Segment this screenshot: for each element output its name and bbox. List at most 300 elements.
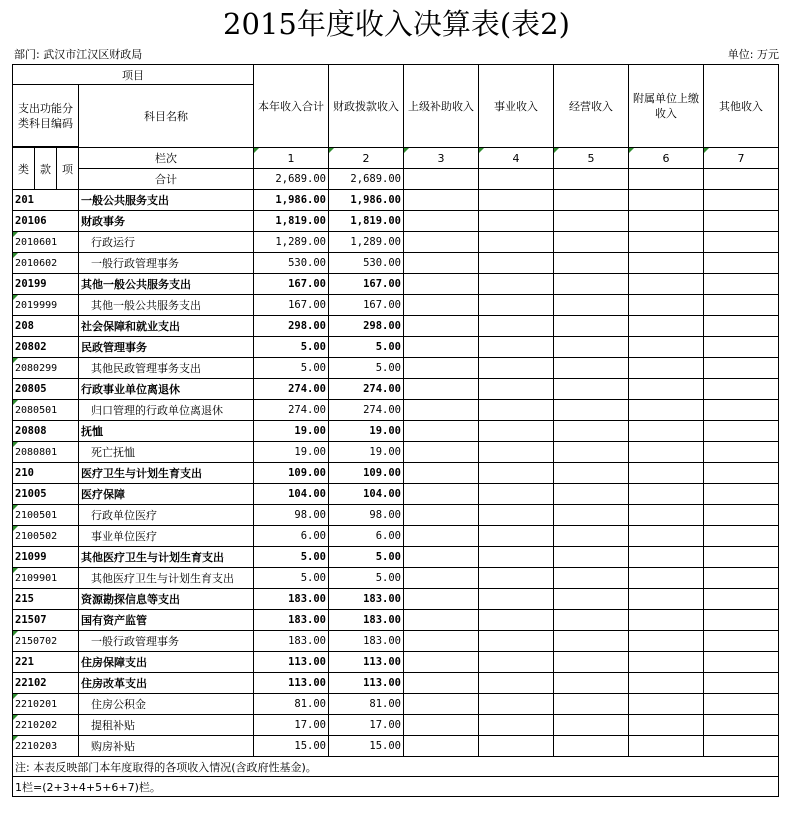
row-code: 2210201 [13,694,79,715]
row-col-6 [629,610,704,631]
row-col-4 [479,400,554,421]
table-row [13,379,779,400]
row-col-5 [554,526,629,547]
row-col-4 [479,568,554,589]
row-col-7 [704,358,779,379]
row-col-4 [479,274,554,295]
row-col-6 [629,400,704,421]
row-col-3 [404,358,479,379]
row-col-4 [479,253,554,274]
row-code: 201 [13,190,79,211]
row-code: 210 [13,463,79,484]
row-code: 20199 [13,274,79,295]
row-code: 2019999 [13,295,79,316]
table-row [13,274,779,295]
row-col-4 [479,316,554,337]
header-kuan: 款 [35,148,57,190]
row-col-2: 5.00 [329,358,404,379]
row-col-5 [554,232,629,253]
row-code: 2010602 [13,253,79,274]
row-col-5 [554,715,629,736]
row-col-2: 113.00 [329,673,404,694]
row-code: 21005 [13,484,79,505]
table-row [13,337,779,358]
row-col-7 [704,673,779,694]
row-col-4 [479,379,554,400]
row-col-3 [404,715,479,736]
row-col-1: 1,986.00 [254,190,329,211]
row-col-7 [704,484,779,505]
row-col-4 [479,715,554,736]
row-name: 提租补贴 [79,715,254,736]
row-col-1: 274.00 [254,400,329,421]
row-col-1: 298.00 [254,316,329,337]
row-name: 医疗保障 [79,484,254,505]
row-name: 购房补贴 [79,736,254,757]
row-col-3 [404,274,479,295]
row-col-6 [629,442,704,463]
row-col-4 [479,610,554,631]
row-col-3 [404,673,479,694]
row-col-5 [554,442,629,463]
row-col-5 [554,253,629,274]
row-name: 住房公积金 [79,694,254,715]
row-col-7 [704,589,779,610]
total-col-2: 2,689.00 [329,169,404,190]
row-code: 215 [13,589,79,610]
row-col-2: 530.00 [329,253,404,274]
row-col-7 [704,568,779,589]
row-name: 行政事业单位离退休 [79,379,254,400]
row-col-4 [479,442,554,463]
table-row [13,505,779,526]
row-col-3 [404,400,479,421]
header-func-code: 支出功能分类科目编码 [13,85,79,147]
row-col-7 [704,274,779,295]
row-col-2: 6.00 [329,526,404,547]
total-col-5 [554,169,629,190]
row-col-7 [704,337,779,358]
row-col-2: 5.00 [329,337,404,358]
total-label: 合计 [79,169,254,190]
row-col-3 [404,568,479,589]
table-row [13,652,779,673]
row-col-2: 298.00 [329,316,404,337]
total-col-3 [404,169,479,190]
row-col-7 [704,421,779,442]
row-col-7 [704,736,779,757]
row-col-2: 1,986.00 [329,190,404,211]
row-col-5 [554,631,629,652]
row-code: 2080299 [13,358,79,379]
row-col-7 [704,610,779,631]
row-col-1: 19.00 [254,442,329,463]
row-col-5 [554,463,629,484]
row-col-3 [404,505,479,526]
header-col-7: 其他收入 [704,65,779,148]
header-col-1: 本年收入合计 [254,65,329,148]
row-col-6 [629,358,704,379]
row-col-4 [479,295,554,316]
row-name: 社会保障和就业支出 [79,316,254,337]
header-col-5: 经营收入 [554,65,629,148]
row-col-3 [404,526,479,547]
row-col-6 [629,652,704,673]
row-col-7 [704,400,779,421]
column-number-2: 2 [329,148,404,169]
header-lanci: 栏次 [79,148,254,169]
unit-label: 单位: 万元 [727,48,779,61]
row-col-6 [629,253,704,274]
row-col-7 [704,211,779,232]
row-col-3 [404,463,479,484]
row-col-5 [554,568,629,589]
row-col-6 [629,421,704,442]
row-code: 2010601 [13,232,79,253]
row-code: 22102 [13,673,79,694]
row-col-3 [404,484,479,505]
row-col-7 [704,505,779,526]
row-col-5 [554,589,629,610]
row-col-3 [404,253,479,274]
row-col-4 [479,463,554,484]
row-name: 其他一般公共服务支出 [79,274,254,295]
row-col-5 [554,358,629,379]
row-col-3 [404,295,479,316]
header-col-3: 上级补助收入 [404,65,479,148]
row-col-1: 1,819.00 [254,211,329,232]
row-col-2: 5.00 [329,547,404,568]
table-row [13,442,779,463]
table-row [13,568,779,589]
row-name: 归口管理的行政单位离退休 [79,400,254,421]
header-col-2: 财政拨款收入 [329,65,404,148]
row-col-6 [629,631,704,652]
header-subject-name: 科目名称 [79,85,254,148]
row-col-2: 19.00 [329,442,404,463]
row-col-2: 5.00 [329,568,404,589]
header-xiang: 项 [57,148,79,190]
row-col-3 [404,316,479,337]
row-code: 2150702 [13,631,79,652]
row-col-4 [479,673,554,694]
table-row [13,295,779,316]
row-col-6 [629,316,704,337]
row-col-5 [554,505,629,526]
row-col-1: 1,289.00 [254,232,329,253]
row-col-6 [629,547,704,568]
row-col-5 [554,190,629,211]
row-col-3 [404,610,479,631]
table-row [13,610,779,631]
table-row [13,232,779,253]
row-name: 其他一般公共服务支出 [79,295,254,316]
row-name: 死亡抚恤 [79,442,254,463]
row-col-6 [629,673,704,694]
row-col-1: 167.00 [254,295,329,316]
row-name: 医疗卫生与计划生育支出 [79,463,254,484]
table-row [13,400,779,421]
row-col-7 [704,652,779,673]
row-col-1: 530.00 [254,253,329,274]
row-col-3 [404,379,479,400]
table-row [13,421,779,442]
row-code: 208 [13,316,79,337]
total-col-1: 2,689.00 [254,169,329,190]
row-col-5 [554,547,629,568]
column-number-5: 5 [554,148,629,169]
row-col-5 [554,337,629,358]
row-col-4 [479,211,554,232]
row-col-6 [629,694,704,715]
table-row [13,547,779,568]
row-name: 国有资产监管 [79,610,254,631]
row-name: 民政管理事务 [79,337,254,358]
row-col-2: 15.00 [329,736,404,757]
row-col-5 [554,316,629,337]
row-col-2: 1,289.00 [329,232,404,253]
row-col-4 [479,505,554,526]
table-row [13,253,779,274]
row-code: 2210203 [13,736,79,757]
row-col-1: 17.00 [254,715,329,736]
row-col-6 [629,526,704,547]
column-number-1: 1 [254,148,329,169]
row-code: 2210202 [13,715,79,736]
row-col-7 [704,316,779,337]
row-col-6 [629,463,704,484]
row-col-4 [479,358,554,379]
row-col-7 [704,442,779,463]
table-row [13,463,779,484]
row-col-6 [629,211,704,232]
row-col-5 [554,484,629,505]
row-col-1: 104.00 [254,484,329,505]
header-item: 项目 [13,65,254,85]
row-name: 行政单位医疗 [79,505,254,526]
row-col-5 [554,610,629,631]
row-code: 20805 [13,379,79,400]
row-code: 2109901 [13,568,79,589]
column-number-6: 6 [629,148,704,169]
row-name: 住房改革支出 [79,673,254,694]
row-col-5 [554,736,629,757]
row-col-3 [404,190,479,211]
row-col-2: 109.00 [329,463,404,484]
row-col-5 [554,295,629,316]
row-col-1: 109.00 [254,463,329,484]
row-code: 2100502 [13,526,79,547]
row-col-5 [554,421,629,442]
row-col-2: 17.00 [329,715,404,736]
row-col-4 [479,652,554,673]
row-col-7 [704,631,779,652]
row-col-1: 5.00 [254,358,329,379]
row-col-7 [704,547,779,568]
row-col-4 [479,736,554,757]
row-col-1: 183.00 [254,610,329,631]
row-col-5 [554,694,629,715]
row-col-2: 81.00 [329,694,404,715]
row-col-4 [479,190,554,211]
row-col-6 [629,484,704,505]
row-col-1: 5.00 [254,337,329,358]
row-name: 一般行政管理事务 [79,631,254,652]
table-row [13,694,779,715]
row-col-3 [404,589,479,610]
row-col-6 [629,715,704,736]
page-title: 2015年度收入决算表(表2) [223,7,570,41]
row-name: 住房保障支出 [79,652,254,673]
row-col-5 [554,379,629,400]
row-col-3 [404,694,479,715]
row-col-7 [704,295,779,316]
row-col-2: 104.00 [329,484,404,505]
row-code: 2100501 [13,505,79,526]
row-col-6 [629,274,704,295]
row-code: 2080801 [13,442,79,463]
row-code: 221 [13,652,79,673]
row-col-3 [404,211,479,232]
total-col-6 [629,169,704,190]
row-col-6 [629,589,704,610]
row-name: 一般行政管理事务 [79,253,254,274]
row-col-3 [404,736,479,757]
row-col-3 [404,547,479,568]
row-col-6 [629,736,704,757]
row-col-5 [554,211,629,232]
row-col-4 [479,484,554,505]
row-col-2: 183.00 [329,631,404,652]
row-name: 行政运行 [79,232,254,253]
row-col-6 [629,295,704,316]
row-name: 抚恤 [79,421,254,442]
row-code: 2080501 [13,400,79,421]
row-col-4 [479,526,554,547]
table-row [13,358,779,379]
row-col-1: 113.00 [254,652,329,673]
row-col-6 [629,232,704,253]
row-col-2: 274.00 [329,379,404,400]
table-row [13,211,779,232]
row-col-5 [554,652,629,673]
row-col-2: 19.00 [329,421,404,442]
row-col-1: 5.00 [254,547,329,568]
row-col-1: 274.00 [254,379,329,400]
row-col-7 [704,253,779,274]
row-col-5 [554,673,629,694]
row-col-6 [629,337,704,358]
row-col-6 [629,379,704,400]
row-col-7 [704,190,779,211]
header-col-6: 附属单位上缴收入 [629,65,704,148]
row-col-6 [629,505,704,526]
table-note: 注: 本表反映部门本年度取得的各项收入情况(含政府性基金)。 [13,757,779,777]
table-row [13,316,779,337]
row-name: 事业单位医疗 [79,526,254,547]
row-name: 其他医疗卫生与计划生育支出 [79,547,254,568]
row-col-1: 15.00 [254,736,329,757]
row-col-4 [479,421,554,442]
row-col-2: 167.00 [329,274,404,295]
row-name: 财政事务 [79,211,254,232]
table-row [13,736,779,757]
row-col-7 [704,463,779,484]
row-col-5 [554,274,629,295]
row-col-3 [404,442,479,463]
header-col-4: 事业收入 [479,65,554,148]
table-row [13,715,779,736]
total-col-4 [479,169,554,190]
row-col-2: 183.00 [329,610,404,631]
row-col-7 [704,379,779,400]
row-col-1: 183.00 [254,589,329,610]
row-col-4 [479,547,554,568]
row-col-1: 6.00 [254,526,329,547]
row-code: 21507 [13,610,79,631]
row-col-2: 183.00 [329,589,404,610]
row-name: 资源勘探信息等支出 [79,589,254,610]
row-code: 20808 [13,421,79,442]
column-number-7: 7 [704,148,779,169]
row-col-4 [479,589,554,610]
row-col-7 [704,232,779,253]
row-col-2: 1,819.00 [329,211,404,232]
row-col-4 [479,631,554,652]
table-row [13,190,779,211]
row-col-4 [479,694,554,715]
row-name: 其他医疗卫生与计划生育支出 [79,568,254,589]
row-code: 20106 [13,211,79,232]
row-col-6 [629,190,704,211]
row-col-5 [554,400,629,421]
row-col-2: 113.00 [329,652,404,673]
row-col-1: 98.00 [254,505,329,526]
row-col-6 [629,568,704,589]
row-col-7 [704,694,779,715]
total-col-7 [704,169,779,190]
row-col-3 [404,232,479,253]
table-row [13,631,779,652]
row-col-3 [404,631,479,652]
row-code: 20802 [13,337,79,358]
column-number-3: 3 [404,148,479,169]
row-name: 一般公共服务支出 [79,190,254,211]
table-row [13,589,779,610]
column-number-4: 4 [479,148,554,169]
table-note: 1栏=(2+3+4+5+6+7)栏。 [13,777,779,797]
table-row [13,673,779,694]
row-col-2: 274.00 [329,400,404,421]
table-row [13,526,779,547]
row-col-2: 98.00 [329,505,404,526]
row-col-1: 5.00 [254,568,329,589]
row-col-3 [404,421,479,442]
row-col-2: 167.00 [329,295,404,316]
row-col-7 [704,715,779,736]
table-row [13,484,779,505]
row-name: 其他民政管理事务支出 [79,358,254,379]
row-col-1: 19.00 [254,421,329,442]
row-col-7 [704,526,779,547]
row-col-1: 183.00 [254,631,329,652]
income-table [12,64,779,797]
row-col-1: 81.00 [254,694,329,715]
row-col-3 [404,337,479,358]
row-col-1: 113.00 [254,673,329,694]
row-col-3 [404,652,479,673]
row-col-4 [479,337,554,358]
